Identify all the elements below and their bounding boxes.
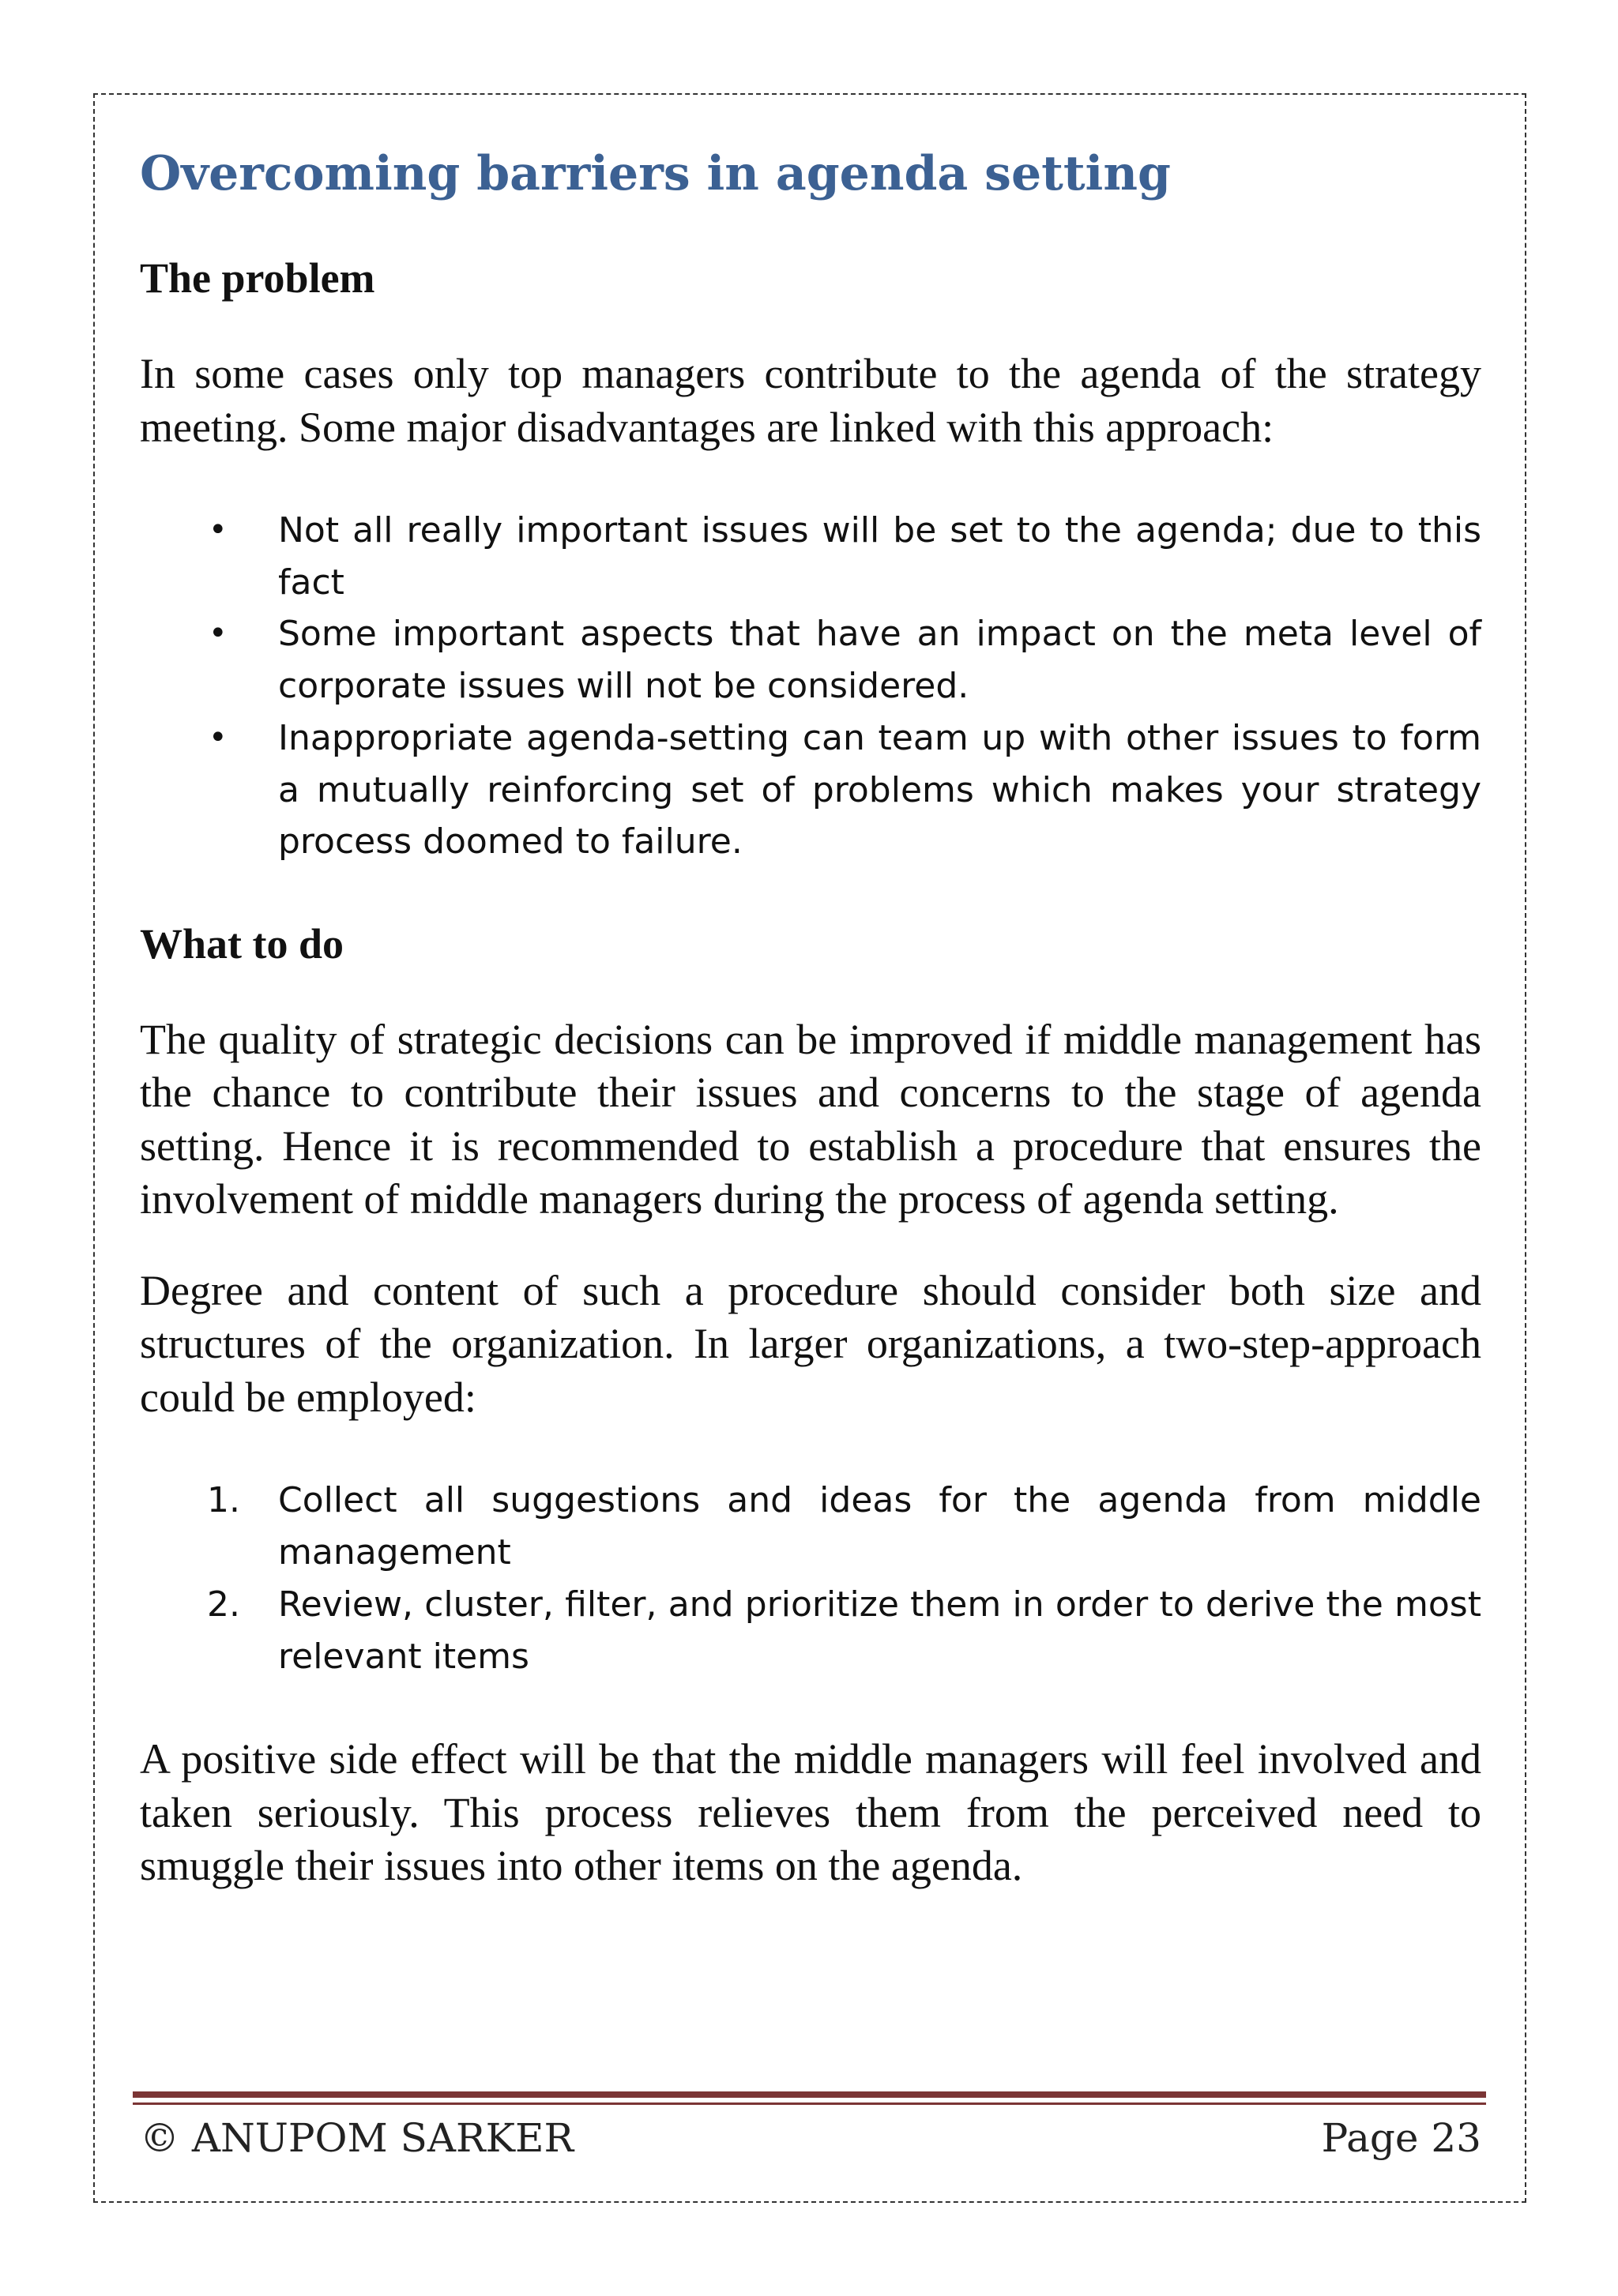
what-to-do-paragraph-2: Degree and content of such a procedure should consider both size and structures of the organization. In larger organizations, a two-step-approach could be employed: bbox=[140, 1266, 1481, 1421]
section-heading-problem: The problem bbox=[140, 254, 375, 302]
list-number: 1. bbox=[207, 1480, 240, 1521]
copyright-text: © ANUPOM SARKER bbox=[140, 2115, 574, 2161]
what-to-do-paragraph-1: The quality of strategic decisions can be improved if middle management has the chance to contribute their issues and concerns to the stage of agenda setting. Hence it is recommended to establish a procedure that ensures the involvement of middle managers during the process of agenda setting. bbox=[140, 1015, 1481, 1223]
problem-paragraph: In some cases only top managers contribute to the agenda of the strategy meeting. Some major disadvantages are linked with this approach: bbox=[140, 350, 1481, 451]
bullet-icon: • bbox=[209, 512, 228, 548]
section-heading-what-to-do: What to do bbox=[140, 919, 344, 968]
list-item-text: Inappropriate agenda-setting can team up with other issues to form a mutually reinforcing set of problems which makes your strategy process doomed to failure. bbox=[278, 717, 1481, 862]
footer-rule-thin bbox=[133, 2102, 1486, 2105]
bullet-icon: • bbox=[209, 719, 228, 756]
list-item bbox=[140, 1475, 1481, 1578]
list-item-text: Review, cluster, filter, and prioritize them in order to derive the most relevant items bbox=[278, 1584, 1481, 1677]
bullet-icon: • bbox=[209, 615, 228, 652]
disadvantages-list bbox=[140, 505, 1481, 868]
list-number: 2. bbox=[207, 1584, 240, 1625]
list-item bbox=[140, 712, 1481, 868]
page-number: Page 23 bbox=[1321, 2115, 1481, 2161]
footer-rule-thick bbox=[133, 2091, 1486, 2098]
two-step-list bbox=[140, 1475, 1481, 1682]
list-item bbox=[140, 608, 1481, 712]
list-item bbox=[140, 505, 1481, 608]
list-item-text: Collect all suggestions and ideas for the agenda from middle management bbox=[278, 1480, 1481, 1573]
list-item bbox=[140, 1579, 1481, 1682]
list-item-text: Not all really important issues will be set to the agenda; due to this fact bbox=[278, 510, 1481, 603]
what-to-do-paragraph-3: A positive side effect will be that the middle managers will feel involved and taken seriously. This process relieves them from the perceived need to smuggle their issues into other items on the agenda. bbox=[140, 1735, 1481, 1890]
list-item-text: Some important aspects that have an impact on the meta level of corporate issues will not be considered. bbox=[278, 614, 1481, 707]
page-footer bbox=[140, 2110, 1481, 2166]
page-title: Overcoming barriers in agenda setting bbox=[140, 146, 1171, 201]
page-content bbox=[140, 126, 1481, 1893]
